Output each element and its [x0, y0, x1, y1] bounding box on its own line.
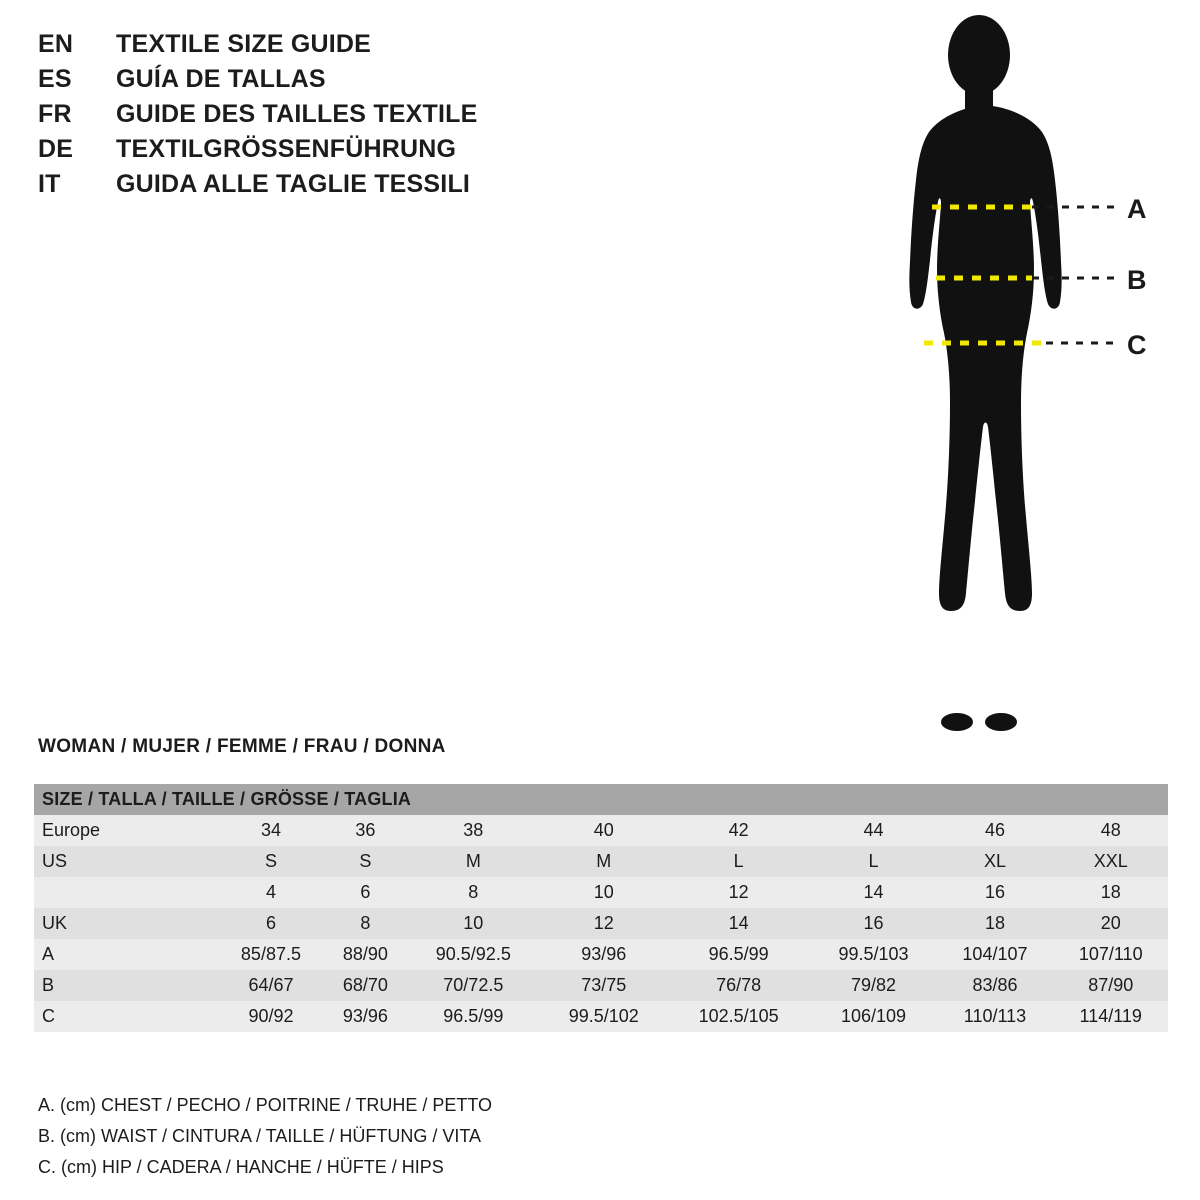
- cell: 114/119: [1053, 1001, 1168, 1032]
- cell: 12: [541, 908, 667, 939]
- cell: 107/110: [1053, 939, 1168, 970]
- language-code: DE: [38, 135, 74, 163]
- cell: 96.5/99: [667, 939, 811, 970]
- table-row: [34, 908, 1168, 939]
- cell: 12: [667, 877, 811, 908]
- cell: 36: [325, 815, 406, 846]
- language-row: [38, 30, 638, 65]
- cell: 6: [217, 908, 325, 939]
- marker-label-b: B: [1127, 265, 1147, 295]
- cell: 18: [1053, 877, 1168, 908]
- row-label: A: [34, 939, 217, 970]
- marker-label-a: A: [1127, 194, 1147, 224]
- size-table: [34, 784, 1168, 1032]
- language-row: [38, 135, 638, 170]
- cell: XL: [937, 846, 1054, 877]
- language-code: EN: [38, 30, 74, 58]
- table-row: [34, 846, 1168, 877]
- cell: L: [667, 846, 811, 877]
- language-title: GUIDE DES TAILLES TEXTILE: [116, 100, 478, 128]
- cell: 99.5/102: [541, 1001, 667, 1032]
- table-row: [34, 970, 1168, 1001]
- cell: 20: [1053, 908, 1168, 939]
- table-row: [34, 939, 1168, 970]
- table-row: [34, 877, 1168, 908]
- cell: 93/96: [541, 939, 667, 970]
- cell: 102.5/105: [667, 1001, 811, 1032]
- cell: 10: [406, 908, 541, 939]
- cell: 96.5/99: [406, 1001, 541, 1032]
- cell: 76/78: [667, 970, 811, 1001]
- footnote-hip: C. (cm) HIP / CADERA / HANCHE / HÜFTE / HIPS: [38, 1157, 444, 1177]
- cell: 46: [937, 815, 1054, 846]
- language-title: GUÍA DE TALLAS: [116, 65, 326, 93]
- cell: 93/96: [325, 1001, 406, 1032]
- language-row: [38, 100, 638, 135]
- row-label: Europe: [34, 815, 217, 846]
- marker-label-c: C: [1127, 330, 1147, 360]
- cell: 70/72.5: [406, 970, 541, 1001]
- cell: 79/82: [811, 970, 937, 1001]
- cell: 73/75: [541, 970, 667, 1001]
- cell: 104/107: [937, 939, 1054, 970]
- cell: 18: [937, 908, 1054, 939]
- language-code: ES: [38, 65, 72, 93]
- table-row: [34, 815, 1168, 846]
- language-row: [38, 65, 638, 100]
- language-code: IT: [38, 170, 61, 198]
- cell: 110/113: [937, 1001, 1054, 1032]
- cell: 99.5/103: [811, 939, 937, 970]
- language-row: [38, 170, 638, 205]
- footnotes: [38, 1090, 838, 1183]
- cell: XXL: [1053, 846, 1168, 877]
- cell: M: [406, 846, 541, 877]
- cell: 44: [811, 815, 937, 846]
- language-titles: [38, 30, 638, 205]
- cell: 68/70: [325, 970, 406, 1001]
- cell: 14: [811, 877, 937, 908]
- language-code: FR: [38, 100, 72, 128]
- cell: 8: [325, 908, 406, 939]
- cell: 16: [811, 908, 937, 939]
- cell: 4: [217, 877, 325, 908]
- row-label: C: [34, 1001, 217, 1032]
- table-row: [34, 1001, 1168, 1032]
- cell: 106/109: [811, 1001, 937, 1032]
- cell: 10: [541, 877, 667, 908]
- cell: 85/87.5: [217, 939, 325, 970]
- cell: S: [217, 846, 325, 877]
- cell: 83/86: [937, 970, 1054, 1001]
- cell: 48: [1053, 815, 1168, 846]
- row-label: UK: [34, 908, 217, 939]
- cell: L: [811, 846, 937, 877]
- silhouette-shape: [909, 15, 1061, 731]
- language-title: TEXTILGRÖSSENFÜHRUNG: [116, 135, 457, 163]
- footnote-waist: B. (cm) WAIST / CINTURA / TAILLE / HÜFTUNG / VITA: [38, 1126, 482, 1146]
- cell: 8: [406, 877, 541, 908]
- cell: 16: [937, 877, 1054, 908]
- cell: 90/92: [217, 1001, 325, 1032]
- cell: 87/90: [1053, 970, 1168, 1001]
- table-header-title: SIZE / TALLA / TAILLE / GRÖSSE / TAGLIA: [34, 784, 1168, 815]
- cell: 14: [667, 908, 811, 939]
- language-title: GUIDA ALLE TAGLIE TESSILI: [116, 170, 471, 198]
- cell: 88/90: [325, 939, 406, 970]
- section-label-woman: WOMAN / MUJER / FEMME / FRAU / DONNA: [38, 736, 446, 757]
- cell: 42: [667, 815, 811, 846]
- footnote-chest: A. (cm) CHEST / PECHO / POITRINE / TRUHE / PETTO: [38, 1095, 493, 1115]
- female-silhouette-figure: [860, 10, 1190, 750]
- row-label: [34, 877, 217, 908]
- cell: 64/67: [217, 970, 325, 1001]
- language-title: TEXTILE SIZE GUIDE: [116, 30, 372, 58]
- cell: M: [541, 846, 667, 877]
- row-label: US: [34, 846, 217, 877]
- row-label: B: [34, 970, 217, 1001]
- cell: 38: [406, 815, 541, 846]
- cell: 6: [325, 877, 406, 908]
- cell: 90.5/92.5: [406, 939, 541, 970]
- cell: S: [325, 846, 406, 877]
- table-header-row: [34, 784, 1168, 815]
- cell: 34: [217, 815, 325, 846]
- cell: 40: [541, 815, 667, 846]
